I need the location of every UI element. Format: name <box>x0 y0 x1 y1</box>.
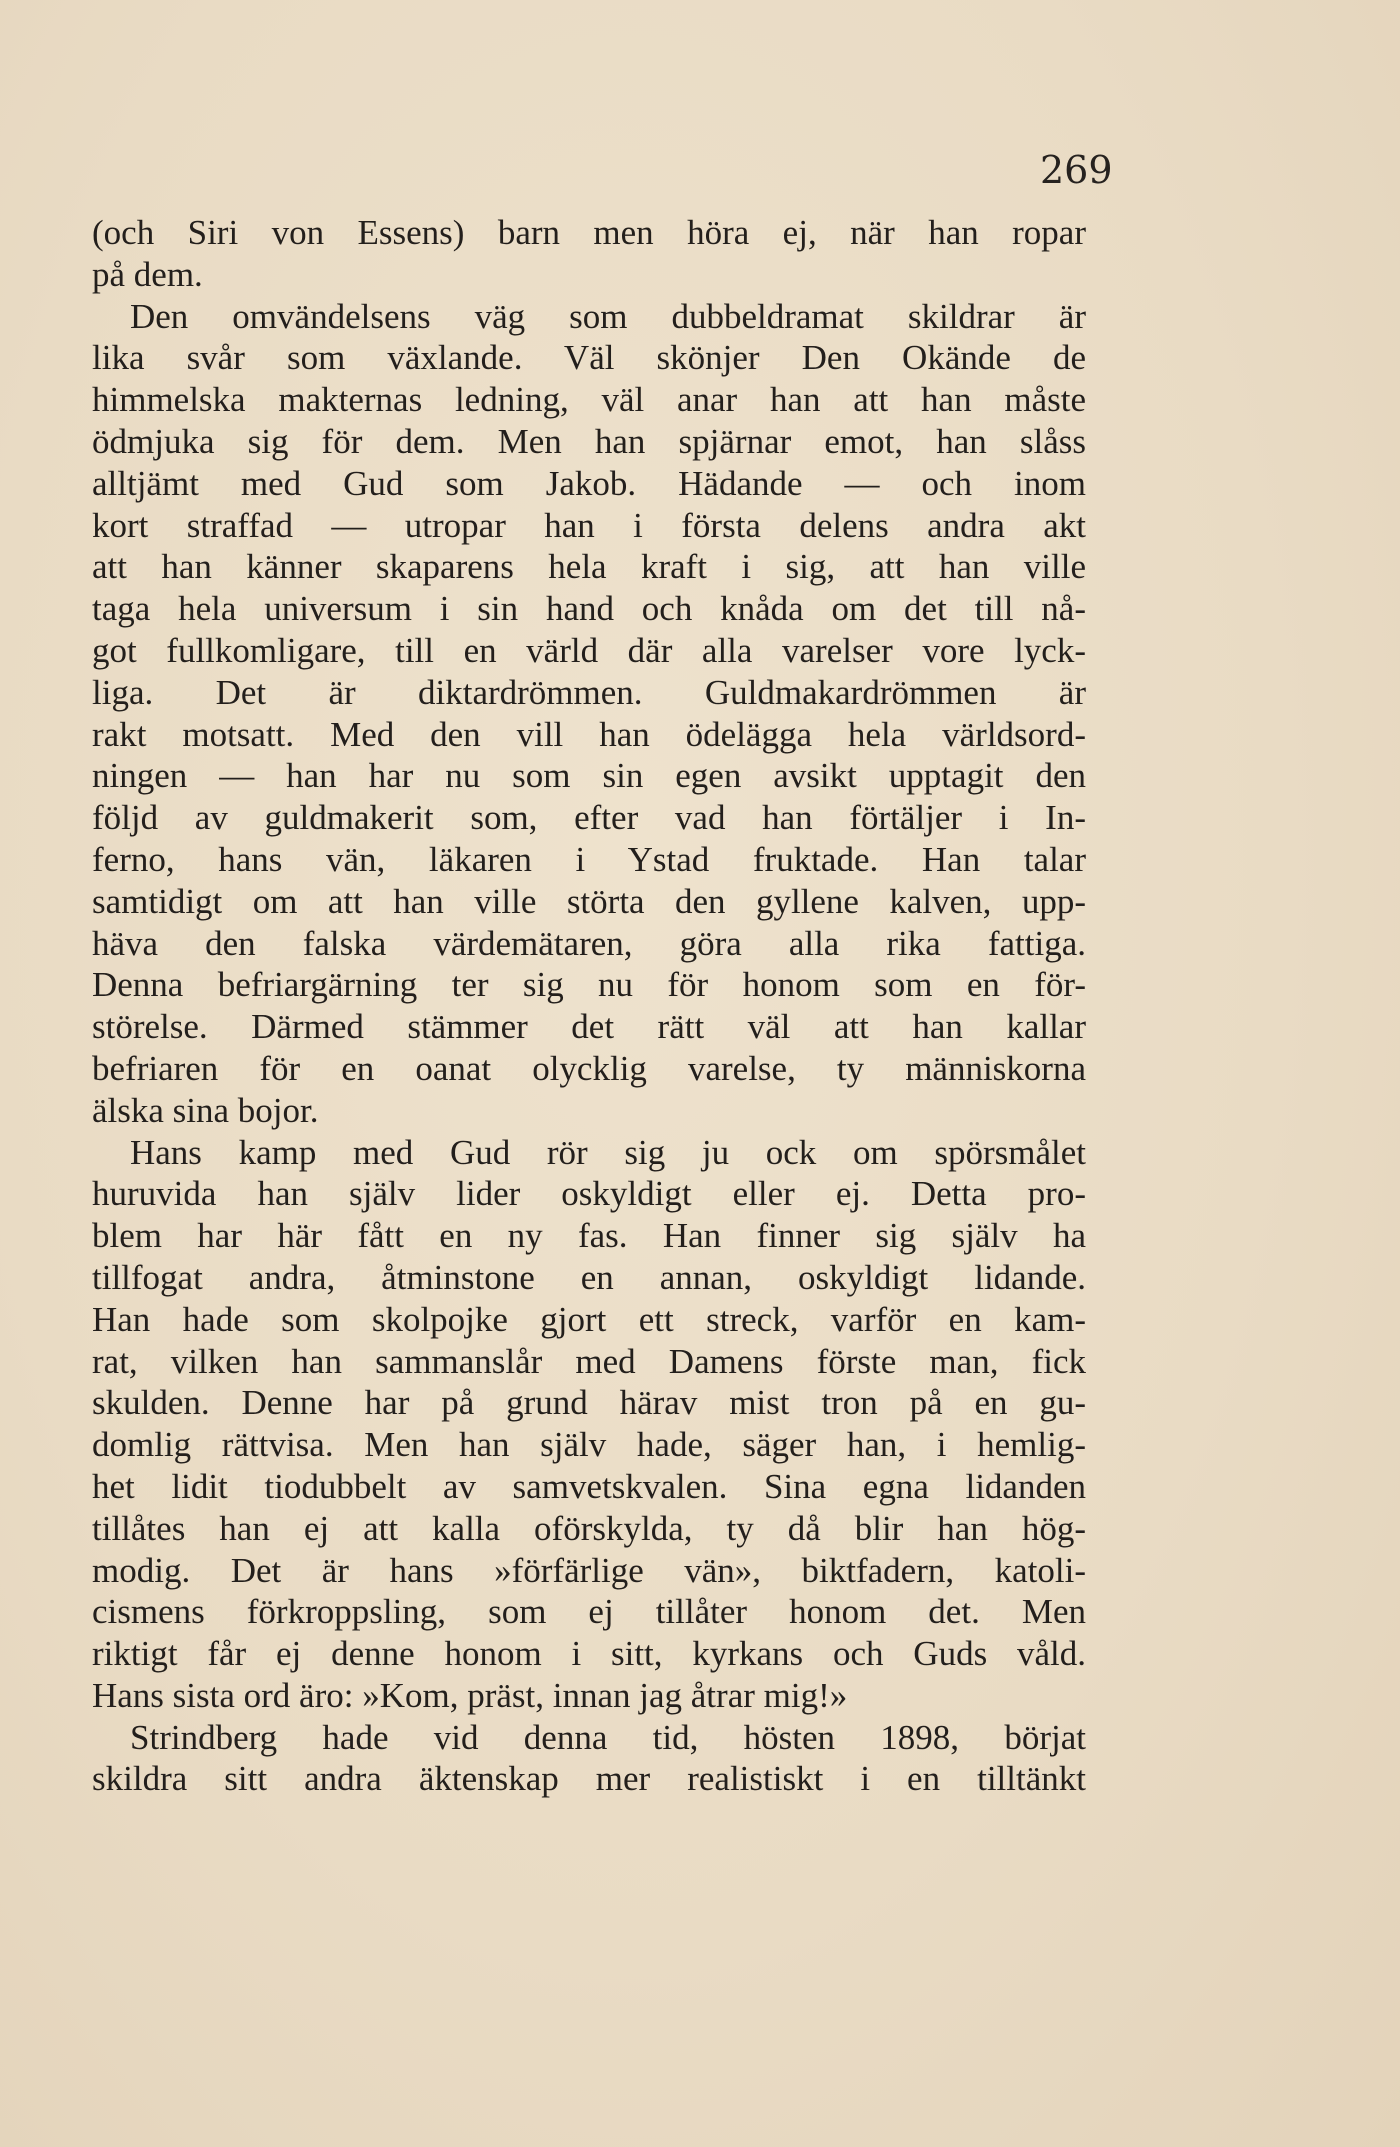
text-line: tillåtes han ej att kalla oförskylda, ty då blir han hög- <box>92 1508 1086 1548</box>
text-line: rakt motsatt. Med den vill han ödelägga hela världsord- <box>92 714 1086 754</box>
text-line: got fullkomligare, till en värld där alla varelser vore lyck- <box>92 630 1086 670</box>
text-line: på dem. <box>92 254 203 294</box>
text-line: följd av guldmakerit som, efter vad han förtäljer i In- <box>92 798 1086 838</box>
text-line: modig. Det är hans »förfärlige vän», biktfadern, katoli- <box>92 1550 1086 1590</box>
text-line: blem har här fått en ny fas. Han finner sig själv ha <box>92 1216 1086 1256</box>
text-line: störelse. Därmed stämmer det rätt väl att han kallar <box>92 1007 1086 1047</box>
text-line: riktigt får ej denne honom i sitt, kyrkans och Guds våld. <box>92 1634 1086 1674</box>
text-line: liga. Det är diktardrömmen. Guldmakardrömmen är <box>92 672 1086 712</box>
text-line: tillfogat andra, åtminstone en annan, oskyldigt lidande. <box>92 1257 1086 1297</box>
text-line: huruvida han själv lider oskyldigt eller ej. Detta pro- <box>92 1174 1086 1214</box>
text-line: ningen — han har nu som sin egen avsikt upptagit den <box>92 756 1086 796</box>
text-line: alltjämt med Gud som Jakob. Hädande — och inom <box>92 463 1086 503</box>
text-line: domlig rättvisa. Men han själv hade, säger han, i hemlig- <box>92 1425 1086 1465</box>
text-line: himmelska makternas ledning, väl anar han att han måste <box>92 380 1086 420</box>
text-line: älska sina bojor. <box>92 1090 319 1130</box>
text-line: (och Siri von Essens) barn men höra ej, när han ropar <box>92 213 1086 252</box>
text-line: Hans sista ord äro: »Kom, präst, innan jag åtrar mig!» <box>92 1675 848 1715</box>
text-line: skildra sitt andra äktenskap mer realistiskt i en tilltänkt <box>92 1759 1086 1799</box>
text-line: häva den falska värdemätaren, göra alla rika fattiga. <box>92 923 1086 963</box>
text-line: ödmjuka sig för dem. Men han spjärnar emot, han slåss <box>92 421 1086 461</box>
text-line: Denna befriargärning ter sig nu för honom som en för- <box>92 965 1086 1005</box>
text-line: taga hela universum i sin hand och knåda om det till nå- <box>92 589 1086 629</box>
paragraph-start-line: Hans kamp med Gud rör sig ju ock om spörsmålet <box>130 1132 1086 1172</box>
text-line: skulden. Denne har på grund härav mist tron på en gu- <box>92 1383 1086 1423</box>
text-line: befriaren för en oanat olycklig varelse, ty människorna <box>92 1048 1086 1088</box>
text-line: lika svår som växlande. Väl skönjer Den Okände de <box>92 338 1086 378</box>
text-line: rat, vilken han sammanslår med Damens förste man, fick <box>92 1341 1086 1381</box>
text-line: att han känner skaparens hela kraft i sig, att han ville <box>92 547 1086 587</box>
page-number: 269 <box>1040 148 1113 192</box>
paragraph-start-line: Den omvändelsens väg som dubbeldramat skildrar är <box>130 296 1086 336</box>
text-line: samtidigt om att han ville störta den gyllene kalven, upp- <box>92 881 1086 921</box>
body-text <box>92 212 1086 1800</box>
text-line: Han hade som skolpojke gjort ett streck, varför en kam- <box>92 1299 1086 1339</box>
paragraph-start-line: Strindberg hade vid denna tid, hösten 1898, börjat <box>130 1717 1086 1757</box>
text-line: het lidit tiodubbelt av samvetskvalen. Sina egna lidanden <box>92 1466 1086 1506</box>
text-line: cismens förkroppsling, som ej tillåter honom det. Men <box>92 1592 1086 1632</box>
text-line: ferno, hans vän, läkaren i Ystad fruktade. Han talar <box>92 839 1086 879</box>
text-line: kort straffad — utropar han i första delens andra akt <box>92 505 1086 545</box>
